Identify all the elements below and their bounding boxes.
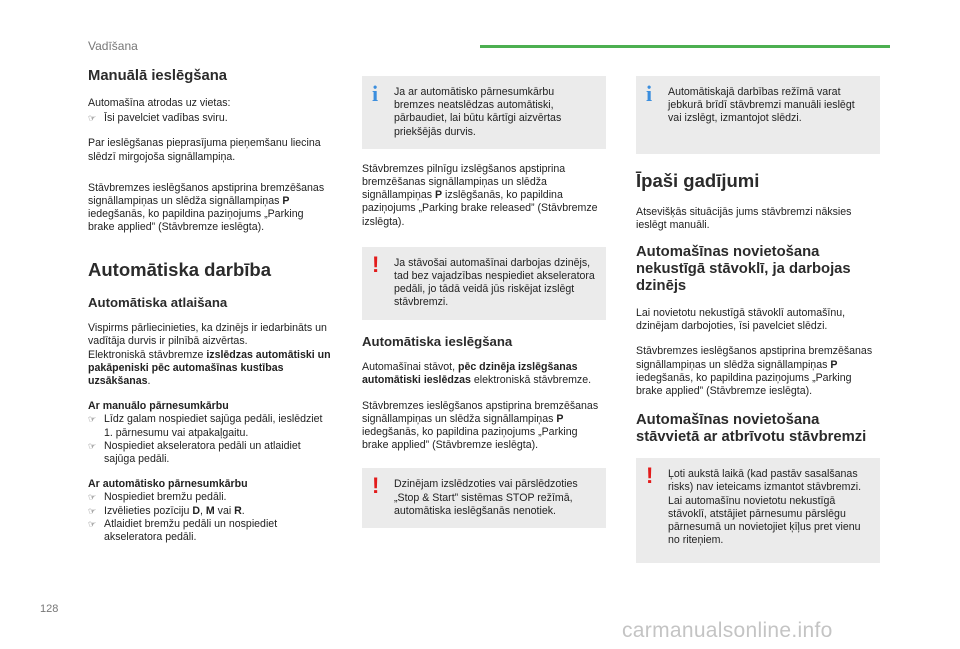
text: Stāvbremzes ieslēgšanos apstiprina bremzēšanas signāllampiņas un slēdža signāllampiņas [362, 399, 599, 425]
section-title-auto: Automātiska darbība [88, 258, 271, 280]
text: vai [214, 504, 235, 517]
list-item [88, 413, 332, 439]
text: Stāvbremzes pilnīgu izslēgšanos apstiprina bremzēšanas signāllampiņas un slēdža signāllampiņas [362, 162, 566, 202]
text: . [241, 504, 245, 517]
paragraph [362, 163, 606, 229]
text: Izvēlieties pozīciju [104, 504, 193, 517]
warning-note [362, 468, 606, 528]
paragraph: Atsevišķās situācijās jums stāvbremzi nāksies ieslēgt manuāli. [636, 205, 852, 231]
pointing-hand-icon: ☞ [88, 492, 97, 503]
heading-parking-released: Automašīnas novietošana stāvvietā ar atbrīvotu stāvbremzi [636, 412, 867, 446]
paragraph: Par ieslēgšanas pieprasījuma pieņemšanu liecina slēdzī mirgojoša signāllampiņa. [88, 137, 321, 163]
text: Stāvbremzes ieslēgšanos apstiprina bremzēšanas signāllampiņas un slēdža signāllampiņas [88, 181, 325, 208]
paragraph [362, 400, 606, 453]
list-item [88, 440, 332, 466]
watermark: carmanualsonline.info [622, 619, 833, 642]
note-text: Dzinējam izslēdzoties vai pārslēdzoties „Stop & Start” sistēmas STOP režīmā, automātiska ieslēgšanās nenotiek. [394, 478, 578, 517]
text: Automašīna atrodas uz vietas: [88, 97, 231, 109]
paragraph [362, 361, 606, 387]
note-text: Ļoti aukstā laikā (kad pastāv sasalšanas risks) nav ieteicams izmantot stāvbremzi. Lai automašīnu novietotu nekustīgā stāvoklī, atstājiet pārnesumu pārslēgu pārnesumā un novietojiet ķīļus pret vienu no riteņiem. [668, 468, 862, 547]
pointing-hand-icon: ☞ [88, 505, 97, 516]
pointing-hand-icon: ☞ [88, 518, 97, 529]
info-icon: i [646, 81, 653, 106]
gear-letter: R [234, 504, 242, 517]
text: iedegšanās, ko papildina paziņojums „Parking brake applied” (Stāvbremze ieslēgta). [88, 208, 304, 234]
list-item [88, 518, 332, 544]
page-number: 128 [40, 603, 59, 615]
text: iedegšanās, ko papildina paziņojums „Parking brake applied” (Stāvbremze ieslēgta). [362, 425, 578, 452]
heading-auto-engage: Automātiska ieslēgšana [362, 333, 513, 349]
auto-gearbox-heading: Ar automātisko pārnesumkārbu [88, 478, 248, 491]
text: Automašīnai stāvot, [362, 361, 458, 374]
warning-note [362, 247, 606, 320]
indicator-letter: P [556, 412, 564, 425]
info-note [636, 76, 880, 154]
section-header: Vadīšana [88, 39, 138, 53]
warning-icon: ! [646, 463, 654, 489]
header-accent-bar [480, 45, 890, 48]
indicator-letter: P [282, 195, 290, 208]
auto-gearbox-group [88, 478, 332, 544]
list-item [88, 112, 332, 125]
text: . [147, 374, 151, 387]
paragraph [88, 97, 332, 110]
column-3 [636, 76, 880, 577]
note-text: Ja stāvošai automašīnai darbojas dzinējs, tad bez vajadzības nespiediet akseleratora pedāli, jo tādā veidā jūs riskējat izslēgt stāvbremzi. [394, 256, 595, 309]
list-item-text: Īsi pavelciet vadības sviru. [104, 112, 228, 125]
pointing-hand-icon: ☞ [88, 440, 97, 451]
text: Stāvbremzes ieslēgšanos apstiprina bremzēšanas signāllampiņas un slēdža signāllampiņas [636, 345, 873, 371]
paragraph [636, 345, 880, 398]
list-item-text: Atlaidiet bremžu pedāli un nospiediet akseleratora pedāli. [104, 517, 278, 543]
info-note [362, 76, 606, 149]
manual-gearbox-heading: Ar manuālo pārnesumkārbu [88, 400, 229, 413]
manual-gearbox-group [88, 400, 332, 466]
text: elektroniskā stāvbremze. [470, 374, 592, 387]
warning-note [636, 458, 880, 563]
gear-letter: M [205, 504, 215, 517]
indicator-letter: P [830, 358, 838, 371]
paragraph: Lai novietotu nekustīgā stāvoklī automašīnu, dzinējam darbojoties, īsi pavelciet slēdzi. [636, 307, 846, 333]
text: iedegšanās, ko papildina paziņojums „Parking brake applied” (Stāvbremze ieslēgta). [636, 371, 852, 398]
heading-parking-engine-running: Automašīnas novietošana nekustīgā stāvoklī, ja darbojas dzinējs [636, 244, 851, 295]
section-title-special-cases: Īpaši gadījumi [636, 169, 760, 191]
list-item-text: Nospiediet bremžu pedāli. [104, 491, 227, 504]
note-text: Automātiskajā darbības režīmā varat jebkurā brīdī stāvbremzi manuāli ieslēgt vai izslēgt, izmantojot slēdzi. [668, 86, 855, 125]
list-item-text: Līdz galam nospiediet sajūga pedāli, ieslēdziet 1. pārnesumu vai atpakaļgaitu. [104, 413, 323, 439]
heading-manual-engage: Manuālā ieslēgšana [88, 68, 227, 84]
text: Vispirms pārliecinieties, ka dzinējs ir iedarbināts un vadītāja durvis ir pilnībā aizvērtas. [88, 322, 327, 348]
list-item [88, 491, 332, 504]
pointing-hand-icon: ☞ [88, 414, 97, 425]
text: izslēgšanās, ko papildina paziņojums „Parking brake released” (Stāvbremze izslēgta). [362, 189, 598, 228]
warning-icon: ! [372, 251, 380, 277]
indicator-letter: P [435, 189, 443, 202]
list-item [88, 505, 332, 518]
list-item-text [104, 505, 245, 518]
column-2 [362, 76, 606, 542]
note-text: Ja ar automātisko pārnesumkārbu bremzes neatslēdzas automātiski, pārbaudiet, lai būtu kārtīgi aizvērtas priekšējās durvis. [394, 86, 562, 138]
emphasis: pēc dzinēja izslēgšanas automātiski ieslēdzas [362, 361, 578, 387]
emphasis: izslēdzas automātiski un pakāpeniski pēc automašīnas kustības uzsākšanas [88, 348, 331, 387]
heading-auto-release: Automātiska atlaišana [88, 294, 228, 310]
warning-icon: ! [372, 473, 380, 499]
paragraph [88, 182, 332, 235]
column-1 [88, 64, 332, 556]
text: , [199, 504, 206, 517]
paragraph [88, 322, 332, 388]
pointing-hand-icon: ☞ [88, 113, 97, 124]
gear-letter: D [192, 504, 200, 517]
text: Elektroniskā stāvbremze [88, 348, 207, 361]
list-item-text: Nospiediet akseleratora pedāli un atlaidiet sajūga pedāli. [104, 439, 301, 465]
info-icon: i [372, 81, 379, 106]
